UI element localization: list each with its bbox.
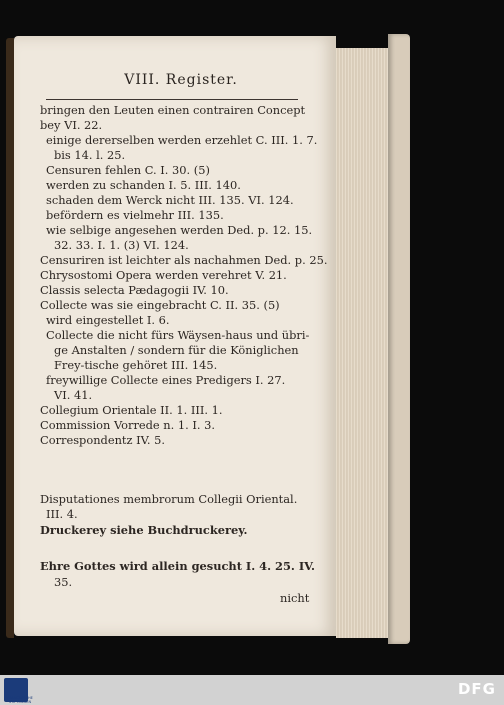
text-line: bey VI. 22. [40, 118, 103, 132]
page-block-edge [336, 48, 388, 638]
book-cover-edge [6, 38, 14, 638]
text-line: einige dererselben werden erzehlet C. III. 1. 7. [46, 133, 318, 147]
text-line: VI. 41. [54, 388, 93, 402]
book-back-board [388, 34, 410, 644]
text-line: bringen den Leuten einen contrairen Concept [40, 103, 306, 117]
seal-text: FRANCKESCHE STIFTUNGEN [7, 696, 33, 704]
text-line: ge Anstalten / sondern für die Königlichen [54, 343, 299, 357]
text-line: wird eingestellet I. 6. [46, 313, 170, 327]
text-line: Correspondentz IV. 5. [40, 433, 165, 447]
text-line: Disputationes membrorum Collegii Oriental. [40, 492, 298, 506]
text-line: Collegium Orientale II. 1. III. 1. [40, 403, 223, 417]
page-header: VIII. Register. [124, 72, 238, 88]
dfg-logo: DFG [457, 680, 496, 698]
text-line: Frey-tische gehöret III. 145. [54, 358, 218, 372]
text-line: Commission Vorrede n. 1. I. 3. [40, 418, 215, 432]
text-line: Classis selecta Pædagogii IV. 10. [40, 283, 229, 297]
header-rule [46, 99, 298, 100]
catchword: nicht [280, 591, 310, 605]
text-line: Censuren fehlen C. I. 30. (5) [46, 163, 210, 177]
text-line: Druckerey siehe Buchdruckerey. [40, 523, 248, 537]
text-line: Collecte was sie eingebracht C. II. 35. (5) [40, 298, 280, 312]
text-line: befördern es vielmehr III. 135. [46, 208, 224, 222]
book [6, 28, 412, 640]
text-line: Ehre Gottes wird allein gesucht I. 4. 25. IV. [40, 559, 315, 573]
seal-logo [4, 678, 33, 704]
text-line: freywillige Collecte eines Predigers I. 27. [46, 373, 286, 387]
footer-bar [0, 675, 504, 705]
text-line: 32. 33. I. 1. (3) VI. 124. [54, 238, 189, 252]
text-line: schaden dem Werck nicht III. 135. VI. 124. [46, 193, 294, 207]
text-line: wie selbige angesehen werden Ded. p. 12. 15. [46, 223, 313, 237]
text-line: Collecte die nicht fürs Wäysen-haus und übri- [46, 328, 310, 342]
text-line: 35. [54, 575, 73, 589]
book-page [14, 36, 336, 636]
text-line: Censuriren ist leichter als nachahmen Ded. p. 25. [40, 253, 328, 267]
text-line: III. 4. [46, 507, 78, 521]
text-line: Chrysostomi Opera werden verehret V. 21. [40, 268, 287, 282]
text-line: werden zu schanden I. 5. III. 140. [46, 178, 241, 192]
text-line: bis 14. l. 25. [54, 148, 126, 162]
